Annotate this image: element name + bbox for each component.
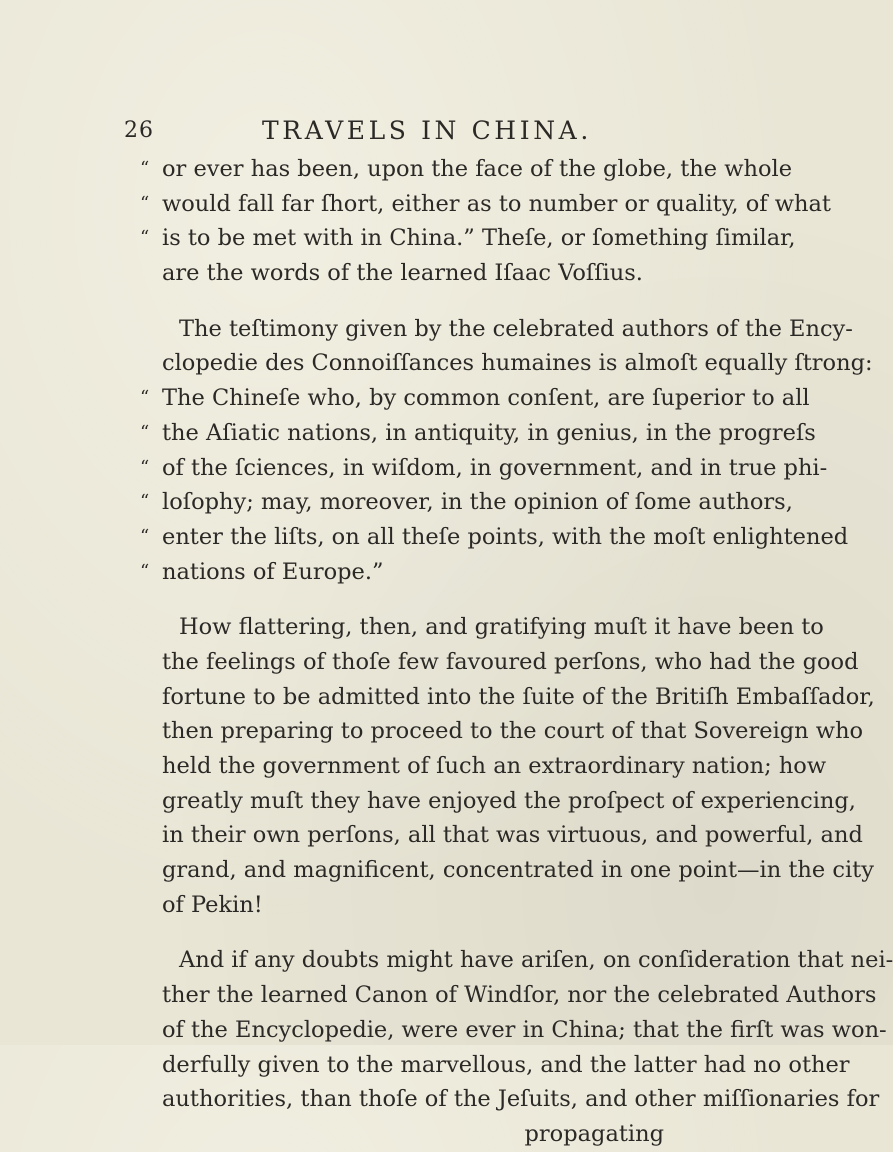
text-line <box>162 1048 850 1083</box>
quote-mark: “ <box>140 227 150 249</box>
line-text: held the government of ſuch an extraordinary nation; how <box>162 753 827 779</box>
text-line <box>162 312 853 347</box>
quote-mark: “ <box>140 192 150 214</box>
quote-mark: “ <box>140 456 150 478</box>
quote-mark: “ <box>140 421 150 443</box>
catchword-text: propagating <box>524 1120 664 1147</box>
text-line <box>162 680 875 715</box>
text-line <box>162 256 664 291</box>
text-line <box>162 784 856 819</box>
line-text: is to be met with in China.” Theſe, or ſomething ſimilar, <box>162 225 796 252</box>
line-text: derfully given to the marvellous, and the latter had no other <box>162 1051 850 1078</box>
line-text: greatly muſt they have enjoyed the proſpect of experiencing, <box>162 787 856 814</box>
text-line <box>162 346 873 381</box>
line-text: enter the liſts, on all theſe points, with the moſt enlightened <box>162 523 849 550</box>
text-line <box>140 451 828 486</box>
line-text: then preparing to proceed to the court of that Sovereign who <box>162 718 864 745</box>
line-text: authorities, than thoſe of the Jeſuits, and other miſſionaries for <box>162 1086 880 1113</box>
line-text: would fall far ſhort, either as to number or quality, of what <box>162 190 831 217</box>
line-text: of the Encyclopedie, were ever in China; that the firſt was won- <box>162 1016 887 1043</box>
text-line <box>162 749 827 784</box>
text-line <box>140 152 793 187</box>
text-line <box>140 221 796 256</box>
text-line <box>140 187 831 222</box>
line-text: fortune to be admitted into the ſuite of the Britiſh Embaſſador, <box>162 683 875 710</box>
catchword <box>162 1117 664 1152</box>
line-text: the feelings of thoſe few favoured perſons, who had the good <box>162 648 859 675</box>
text-line <box>162 1082 880 1117</box>
body-text <box>140 152 893 1152</box>
text-line <box>162 714 864 749</box>
quote-mark: “ <box>140 491 150 513</box>
paragraph-gap <box>162 291 664 312</box>
paragraph-gap <box>162 589 664 610</box>
text-line <box>162 610 824 645</box>
line-text: the Aſiatic nations, in antiquity, in genius, in the progreſs <box>162 419 816 446</box>
text-line <box>162 978 877 1013</box>
text-line <box>162 818 863 853</box>
line-text: of the ſciences, in wiſdom, in government, and in true phi- <box>162 454 828 481</box>
line-text: loſophy; may, moreover, in the opinion of ſome authors, <box>162 489 793 516</box>
text-line <box>140 555 664 590</box>
text-line <box>140 520 849 555</box>
page-number: 26 <box>124 118 154 143</box>
line-text: clopedie des Connoiſſances humaines is almoſt equally ſtrong: <box>162 350 873 377</box>
line-text: And if any doubts might have ariſen, on conſideration that nei- <box>179 947 893 974</box>
quote-mark: “ <box>140 525 150 547</box>
quote-mark: “ <box>140 387 150 409</box>
text-line <box>162 1013 887 1048</box>
text-line <box>140 416 816 451</box>
line-text: grand, and magnificent, concentrated in one point—in the city <box>162 857 874 884</box>
line-text: or ever has been, upon the face of the globe, the whole <box>162 156 793 182</box>
line-text: in their own perſons, all that was virtuous, and powerful, and <box>162 822 863 849</box>
line-text: The Chineſe who, by common conſent, are ſuperior to all <box>162 385 810 412</box>
paragraph-gap <box>162 922 664 943</box>
text-line <box>140 485 793 520</box>
text-line <box>162 853 874 888</box>
text-line <box>162 888 664 923</box>
running-head: TRAVELS IN CHINA. <box>262 116 592 145</box>
line-text: ther the learned Canon of Windſor, nor the celebrated Authors <box>162 982 877 1009</box>
line-text: are the words of the learned Iſaac Voſſius. <box>162 260 643 287</box>
line-text: of Pekin! <box>162 891 263 918</box>
quote-mark: “ <box>140 560 150 582</box>
line-text: The teſtimony given by the celebrated authors of the Ency- <box>179 315 853 342</box>
page-header <box>0 112 800 146</box>
line-text: How flattering, then, and gratifying muſt it have been to <box>179 614 824 641</box>
text-line <box>162 645 859 680</box>
text-line <box>162 943 893 978</box>
line-text: nations of Europe.” <box>162 558 384 585</box>
quote-mark: “ <box>140 158 150 179</box>
text-line <box>140 381 810 416</box>
